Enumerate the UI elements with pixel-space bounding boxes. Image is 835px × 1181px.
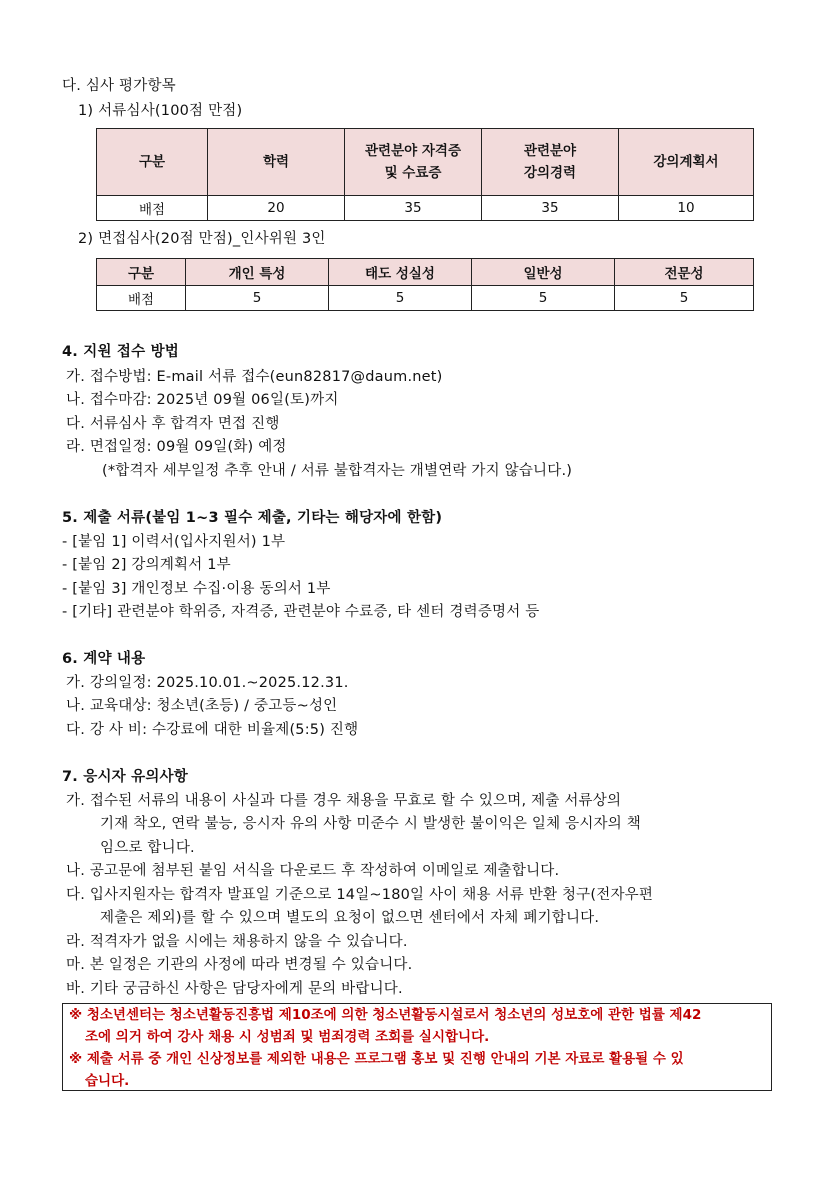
header-text: 강의경력: [523, 165, 577, 181]
list-item: 마. 본 일정은 기관의 사정에 따라 변경될 수 있습니다.: [66, 957, 413, 973]
table-header-cell: 전문성: [615, 259, 754, 286]
table-header-row: [97, 259, 754, 286]
section5-heading: 5. 제출 서류(붙임 1~3 필수 제출, 기타는 해당자에 한함): [62, 510, 443, 526]
list-item: 가. 접수방법: E-mail 서류 접수(eun82817@daum.net): [66, 369, 443, 385]
list-item-continuation: 임으로 합니다.: [100, 840, 195, 856]
list-item: 가. 접수된 서류의 내용이 사실과 다를 경우 채용을 무효로 할 수 있으며, 제출 서류상의: [66, 793, 622, 809]
table-header-cell: 구분: [97, 129, 208, 196]
table-cell: 배점: [97, 286, 186, 311]
table-cell: 5: [615, 286, 754, 311]
table-header-cell: 구분: [97, 259, 186, 286]
table-cell: 배점: [97, 196, 208, 221]
table-cell: 5: [186, 286, 329, 311]
table-header-cell: 강의계획서: [619, 129, 754, 196]
table-cell: 10: [619, 196, 754, 221]
list-item-note: (*합격자 세부일정 추후 안내 / 서류 불합격자는 개별연락 가지 않습니다.): [102, 463, 573, 479]
header-text: 및 수료증: [384, 165, 442, 181]
table-header-cell: 학력: [208, 129, 345, 196]
table-header-cell: 태도 성실성: [329, 259, 472, 286]
list-item: 라. 면접일정: 09월 09일(화) 예정: [66, 439, 287, 455]
list-item: 나. 공고문에 첨부된 붙임 서식을 다운로드 후 작성하여 이메일로 제출합니다.: [66, 863, 560, 879]
list-item: 가. 강의일정: 2025.10.01.~2025.12.31.: [66, 675, 349, 691]
table-header-cell: [482, 129, 619, 196]
doc-review-table: [96, 128, 754, 221]
list-item: - [붙임 2] 강의계획서 1부: [62, 557, 231, 573]
section6-heading: 6. 계약 내용: [62, 651, 146, 667]
list-item: 라. 적격자가 없을 시에는 채용하지 않을 수 있습니다.: [66, 934, 408, 950]
list-item-continuation: 기재 착오, 연락 불능, 응시자 유의 사항 미준수 시 발생한 불이익은 일체 응시자의 책: [100, 816, 641, 832]
list-item: 바. 기타 궁금하신 사항은 담당자에게 문의 바랍니다.: [66, 981, 403, 997]
header-text: 관련분야: [523, 143, 577, 159]
list-item: 나. 교육대상: 청소년(초등) / 중고등~성인: [66, 698, 338, 714]
notice-line: 습니다.: [85, 1073, 130, 1089]
table-cell: 5: [329, 286, 472, 311]
list-item: - [붙임 1] 이력서(입사지원서) 1부: [62, 534, 286, 550]
list-item: - [붙임 3] 개인정보 수집·이용 동의서 1부: [62, 581, 331, 597]
notice-box: [62, 1003, 772, 1091]
table-row: [97, 286, 754, 311]
header-text: 관련분야 자격증: [365, 143, 461, 159]
table-header-cell: [345, 129, 482, 196]
table-row: [97, 196, 754, 221]
list-item: - [기타] 관련분야 학위증, 자격증, 관련분야 수료증, 타 센터 경력증명서 등: [62, 604, 540, 620]
table-cell: 35: [482, 196, 619, 221]
list-item: 다. 입사지원자는 합격자 발표일 기준으로 14일~180일 사이 채용 서류 반환 청구(전자우편: [66, 887, 654, 903]
notice-line: ※ 청소년센터는 청소년활동진흥법 제10조에 의한 청소년활동시설로서 청소년의 성보호에 관한 법률 제42: [69, 1007, 702, 1023]
list-item: 다. 서류심사 후 합격자 면접 진행: [66, 416, 280, 432]
list-item: 다. 강 사 비: 수강료에 대한 비율제(5:5) 진행: [66, 722, 359, 738]
interview-title: 2) 면접심사(20점 만점)_인사위원 3인: [78, 231, 326, 247]
notice-line: 조에 의거 하여 강사 채용 시 성범죄 및 범죄경력 조회를 실시합니다.: [85, 1029, 490, 1045]
table-header-row: [97, 129, 754, 196]
table-cell: 5: [472, 286, 615, 311]
table-cell: 35: [345, 196, 482, 221]
table-header-cell: 개인 특성: [186, 259, 329, 286]
table-cell: 20: [208, 196, 345, 221]
doc-review-title: 1) 서류심사(100점 만점): [78, 103, 243, 119]
section7-heading: 7. 응시자 유의사항: [62, 769, 188, 785]
notice-line: ※ 제출 서류 중 개인 신상정보를 제외한 내용은 프로그램 홍보 및 진행 안내의 기본 자료로 활용될 수 있: [69, 1051, 684, 1067]
list-item-continuation: 제출은 제외)를 할 수 있으며 별도의 요청이 없으면 센터에서 자체 폐기합니다.: [100, 910, 600, 926]
list-item: 나. 접수마감: 2025년 09월 06일(토)까지: [66, 392, 339, 408]
table-header-cell: 일반성: [472, 259, 615, 286]
section4-heading: 4. 지원 접수 방법: [62, 344, 179, 360]
interview-table: [96, 258, 754, 311]
section3-line-c: 다. 심사 평가항목: [62, 78, 176, 94]
